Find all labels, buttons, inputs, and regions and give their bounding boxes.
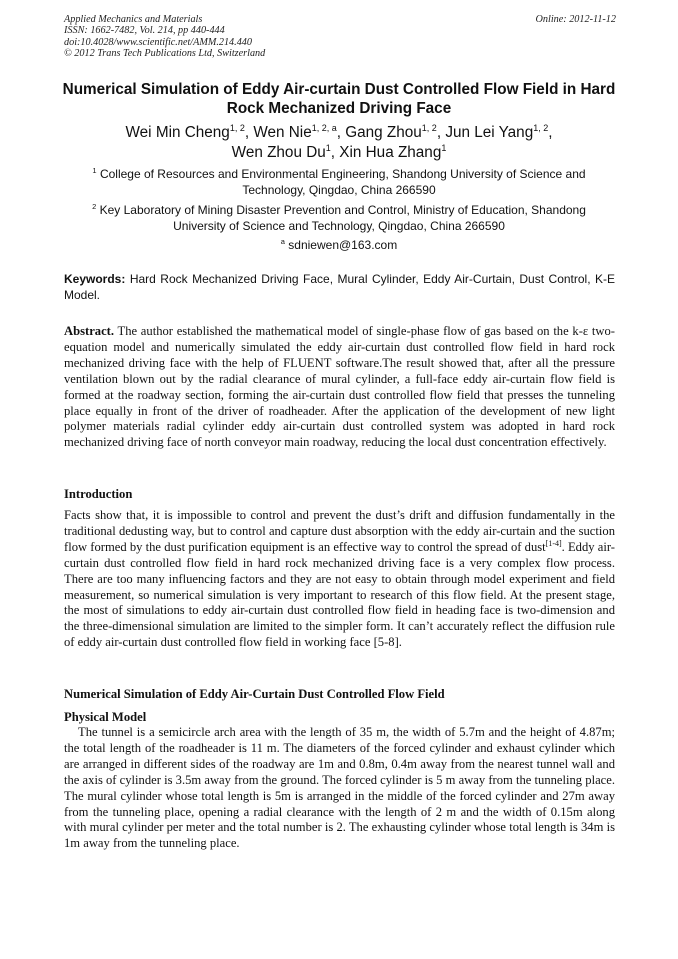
subsection-heading: Physical Model: [64, 710, 147, 724]
affiliation-mark: 1: [92, 166, 97, 175]
issn-line: ISSN: 1662-7482, Vol. 214, pp 440-444: [64, 25, 225, 37]
affiliation-mark: 2: [92, 202, 97, 211]
affiliation-text: College of Resources and Environmental Engineering, Shandong University of Science and Technology, Qingdao, China 266590: [99, 167, 586, 197]
author-name: Xin Hua Zhang: [339, 144, 442, 161]
email-line: [74, 238, 604, 254]
abstract-paragraph: [64, 324, 615, 451]
keywords-paragraph: [64, 272, 615, 303]
author-affiliation-mark: 1: [441, 143, 447, 153]
author-line-1: [60, 123, 618, 143]
abstract-label: Abstract.: [64, 324, 115, 338]
abstract-text: The author established the mathematical model of single-phase flow of gas based on the k-ε two-equation model and numerically simulated the eddy air-curtain dust controlled flow field in hard rock mechanized driving face with the help of FLUENT software.The result showed that, after all the pressure ventilation blown out by the radial clearance of mural cylinder, a full-face eddy air-curtain flow field is formed at the roadway section, forming the air-curtain dust controlled flow field that presses the tunneling place equally in front of the driver of roadheader. After the application of the development of new light polymer materials radial cylinder eddy air-curtain dust controlled system was adopted in hard rock mechanized driving face of north conveyor main roadway, reducing the local dust concentration effectively.: [64, 324, 615, 450]
affiliation-text: Key Laboratory of Mining Disaster Prevention and Control, Ministry of Education, Shandong University of Science and Technology, Qingdao, China 266590: [99, 203, 586, 233]
author-line-2: [60, 143, 618, 163]
author-affiliation-mark: 1: [325, 143, 331, 153]
introduction-text-part-1: Facts show that, it is impossible to control and prevent the dust’s drift and diffusion fundamentally in the traditional dedusting way, but to control and capture dust absorption with the eddy air-curtain and the suction flow formed by the dust purification equipment is an effective way to control the spread of dust: [64, 508, 615, 554]
author-affiliation-mark: 1, 2: [229, 123, 245, 133]
section-heading: Numerical Simulation of Eddy Air-Curtain Dust Controlled Flow Field: [64, 687, 445, 701]
introduction-text-part-2: . Eddy air-curtain dust controlled flow field in hard rock mechanized driving face is a very complex flow process. There are too many influencing factors and they are not easy to obtain through model experiment and field measurement, so numerical simulation is very important to research of this flow field. At the present stage, the most of simulations to eddy air-curtain dust controlled flow field in heading face is two-dimension and the three-dimensional simulation are limited to the simpler form. It can’t accurately reflect the diffusion rule of eddy air-curtain dust controlled flow field in working face [5-8].: [64, 539, 615, 650]
journal-name: Applied Mechanics and Materials: [64, 14, 203, 25]
author-name: Gang Zhou: [345, 124, 422, 141]
online-date: Online: 2012-11-12: [535, 14, 616, 25]
author-affiliation-mark: 1, 2, a: [311, 123, 337, 133]
author-list: [60, 123, 618, 163]
author-name: Wei Min Cheng: [125, 124, 230, 141]
author-separator: ,: [330, 144, 340, 161]
keywords-label: Keywords:: [64, 272, 126, 286]
physical-model-paragraph: The tunnel is a semicircle arch area with the length of 35 m, the width of 5.7m and the height of 4.87m; the total length of the roadheader is 11 m. The diameters of the forced cylinder and exhaust cylinder which are arranged in different sides of the roadway are 1m and 0.8m, 0.4m away from the nearest tunnel wall and the axis of cylinder is 3.5m away from the ground. The forced cylinder is 5 m away from the tunneling place. The mural cylinder whose total length is 5m is arranged in the middle of the forced cylinder and 27m away from the tunneling place, opening a radial clearance with the length of 2 m and the width of 0.15m along with mural cylinder per meter and the total number is 2. The exhausting cylinder whose total length is 34m is 1m away from the tunneling place.: [64, 725, 615, 851]
author-affiliation-mark: 1, 2: [421, 123, 437, 133]
author-separator: ,: [336, 124, 346, 141]
affiliation-1: [74, 167, 604, 198]
author-affiliation-mark: 1, 2: [533, 123, 549, 133]
author-separator: ,: [244, 124, 254, 141]
citation-ref[interactable]: [1-4]: [545, 538, 562, 548]
email-mark: a: [280, 237, 285, 246]
doi-line: doi:10.4028/www.scientific.net/AMM.214.440: [64, 36, 252, 48]
copyright-line: © 2012 Trans Tech Publications Ltd, Switzerland: [64, 48, 266, 60]
introduction-heading: Introduction: [64, 487, 133, 501]
keywords-text: Hard Rock Mechanized Driving Face, Mural Cylinder, Eddy Air-Curtain, Dust Control, K-E Model.: [64, 272, 615, 302]
journal-header: [64, 14, 616, 60]
introduction-paragraph: [64, 508, 615, 651]
author-name: Wen Nie: [253, 124, 312, 141]
email-address[interactable]: sdniewen@163.com: [288, 238, 398, 252]
author-name: Jun Lei Yang: [445, 124, 534, 141]
author-separator: ,: [548, 124, 553, 141]
paper-title: Numerical Simulation of Eddy Air-curtain Dust Controlled Flow Field in Hard Rock Mechanized Driving Face: [62, 81, 616, 117]
author-name: Wen Zhou Du: [231, 144, 326, 161]
affiliation-2: [74, 203, 604, 234]
author-separator: ,: [436, 124, 446, 141]
